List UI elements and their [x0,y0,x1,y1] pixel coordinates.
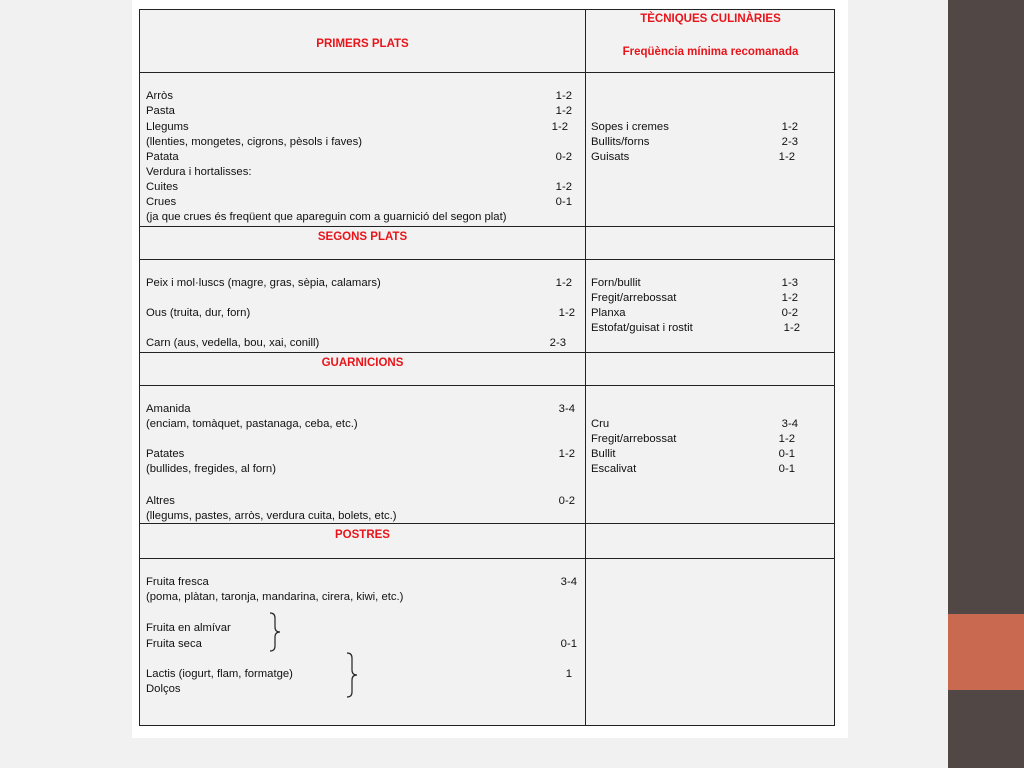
guarnicions-item-note: (enciam, tomàquet, pastanaga, ceba, etc.) [146,418,358,430]
primers-item-label: Pasta [146,105,175,117]
postres-item-value: 0-1 [560,638,577,650]
guarnicions-item-label: Patates [146,448,185,460]
segons-technique-label: Estofat/guisat i rostit [591,322,693,334]
guarnicions-item-label: Amanida [146,403,191,415]
guarnicions-technique-value: 1-2 [778,433,795,445]
segons-item-value: 1-2 [558,307,575,319]
tecniques-culinaries-title: TÈCNIQUES CULINÀRIES [640,13,781,25]
guarnicions-item-label: Altres [146,495,175,507]
postres-item-note: (poma, plàtan, taronja, mandarina, cirera, kiwi, etc.) [146,591,404,603]
postres-item-label: Dolços [146,683,181,695]
primers-item-value: 0-2 [555,151,572,163]
row-divider [140,226,834,227]
primers-technique-label: Sopes i cremes [591,121,669,133]
primers-item-value: 0-1 [555,196,572,208]
primers-item-label: Verdura i hortalisses: [146,166,252,178]
guarnicions-technique-label: Bullit [591,448,616,460]
guarnicions-title: GUARNICIONS [321,357,404,369]
primers-technique-label: Guisats [591,151,630,163]
guarnicions-technique-label: Fregit/arrebossat [591,433,677,445]
guarnicions-item-value: 0-2 [558,495,575,507]
postres-title: POSTRES [335,529,390,541]
primers-technique-value: 1-2 [781,121,798,133]
primers-technique-value: 2-3 [781,136,798,148]
segons-technique-value: 1-2 [783,322,800,334]
guarnicions-technique-value: 3-4 [781,418,798,430]
segons-item-label: Ous (truita, dur, forn) [146,307,251,319]
row-divider [140,72,834,73]
primers-item-label: Patata [146,151,179,163]
guarnicions-technique-value: 0-1 [778,448,795,460]
primers-item-note: (llenties, mongetes, cigrons, pèsols i faves) [146,136,362,148]
postres-item-value: 3-4 [560,576,577,588]
row-divider [140,385,834,386]
column-divider [585,10,586,725]
guarnicions-item-note: (llegums, pastes, arròs, verdura cuita, bolets, etc.) [146,510,397,522]
primers-item-note: (ja que crues és freqüent que apareguin com a guarnició del segon plat) [146,211,507,223]
primers-item-label: Arròs [146,90,173,102]
primers-item-label: Cuites [146,181,179,193]
guarnicions-item-value: 3-4 [558,403,575,415]
segons-technique-label: Fregit/arrebossat [591,292,677,304]
guarnicions-item-value: 1-2 [558,448,575,460]
guarnicions-technique-value: 0-1 [778,463,795,475]
primers-item-value: 1-2 [555,90,572,102]
primers-technique-value: 1-2 [778,151,795,163]
segons-technique-value: 0-2 [781,307,798,319]
segons-plats-title: SEGONS PLATS [317,231,408,243]
segons-item-label: Peix i mol·luscs (magre, gras, sèpia, calamars) [146,277,381,289]
row-divider [140,558,834,559]
postres-item-label: Fruita seca [146,638,202,650]
slide-accent-block [948,614,1024,690]
right-brace-icon [268,612,282,652]
row-divider [140,259,834,260]
primers-item-value: 1-2 [555,181,572,193]
guarnicions-technique-label: Cru [591,418,610,430]
postres-item-label: Lactis (iogurt, flam, formatge) [146,668,293,680]
row-divider [140,352,834,353]
segons-technique-label: Forn/bullit [591,277,641,289]
guarnicions-technique-label: Escalivat [591,463,637,475]
postres-item-value: 1 [565,668,572,680]
guarnicions-item-note: (bullides, fregides, al forn) [146,463,276,475]
postres-item-label: Fruita en almívar [146,622,231,634]
segons-item-label: Carn (aus, vedella, bou, xai, conill) [146,337,320,349]
primers-item-label: Llegums [146,121,189,133]
segons-item-value: 1-2 [555,277,572,289]
segons-technique-label: Planxa [591,307,626,319]
primers-item-value: 1-2 [555,105,572,117]
postres-item-label: Fruita fresca [146,576,209,588]
right-brace-icon [345,652,359,698]
segons-technique-value: 1-2 [781,292,798,304]
primers-plats-title: PRIMERS PLATS [316,38,409,50]
menu-frequency-table [139,9,835,726]
primers-item-value: 1-2 [551,121,568,133]
frequencia-subtitle: Freqüència mínima recomanada [622,46,799,58]
segons-technique-value: 1-3 [781,277,798,289]
primers-technique-label: Bullits/forns [591,136,650,148]
primers-item-label: Crues [146,196,177,208]
segons-item-value: 2-3 [549,337,566,349]
